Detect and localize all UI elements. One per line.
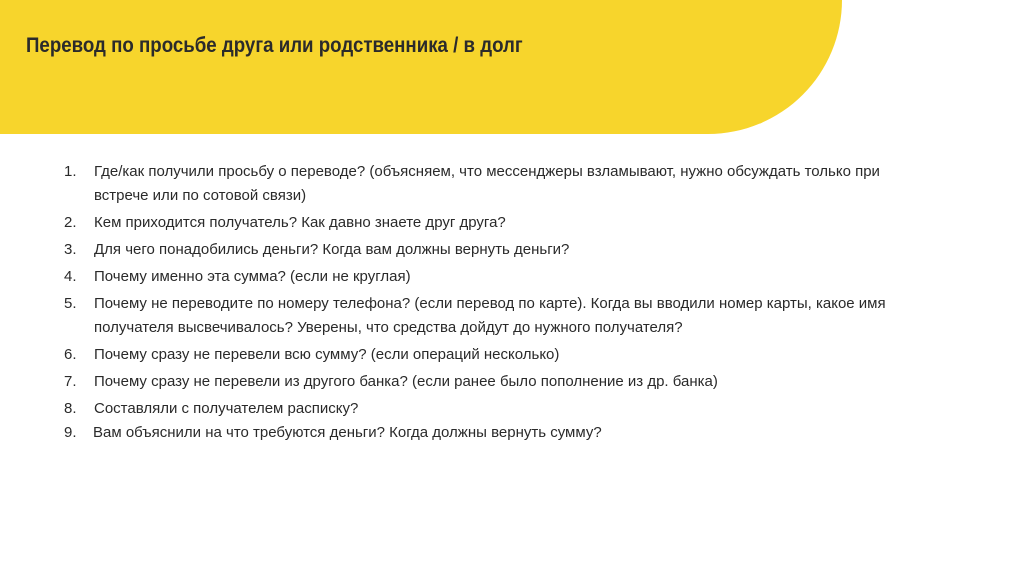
slide-title: Перевод по просьбе друга или родственника / в долг: [26, 34, 523, 57]
list-item-text: Почему сразу не перевели всю сумму? (если операций несколько): [94, 346, 560, 363]
list-item-text: Почему сразу не перевели из другого банка? (если ранее было пополнение из др. банка): [94, 373, 718, 390]
list-item-number: 8.: [64, 400, 77, 417]
question-list: [0, 160, 1024, 448]
title-banner: [0, 0, 842, 134]
list-item-number: 7.: [64, 373, 77, 390]
list-item-number: 5.: [64, 295, 77, 312]
list-item: [0, 421, 900, 445]
list-item: [0, 370, 900, 394]
list-item: [0, 211, 900, 235]
list-item-text: Почему не переводите по номеру телефона? (если перевод по карте). Когда вы вводили номер карты, какое имя получателя высвечивалось? Уверены, что средства дойдут до нужного получателя?: [94, 295, 886, 336]
list-item: [0, 238, 900, 262]
list-item-text: Составляли с получателем расписку?: [94, 400, 359, 417]
list-item-number: 4.: [64, 268, 77, 285]
list-item: [0, 265, 900, 289]
list-item: [0, 160, 900, 208]
list-item-number: 6.: [64, 346, 77, 363]
list-item-number: 1.: [64, 163, 77, 180]
list-item-text: Для чего понадобились деньги? Когда вам должны вернуть деньги?: [94, 241, 570, 258]
list-item-number: 3.: [64, 241, 77, 258]
list-item-number: 2.: [64, 214, 77, 231]
list-item-text: Кем приходится получатель? Как давно знаете друг друга?: [94, 214, 506, 231]
list-item-text: Где/как получили просьбу о переводе? (объясняем, что мессенджеры взламывают, нужно обсуждать только при встрече или по сотовой связи): [94, 163, 880, 204]
list-item: [0, 292, 900, 340]
list-item: [0, 397, 900, 421]
list-item: [0, 343, 900, 367]
list-item-text: Вам объяснили на что требуются деньги? Когда должны вернуть сумму?: [93, 424, 602, 441]
list-item-number: 9.: [64, 424, 77, 441]
list-item-text: Почему именно эта сумма? (если не круглая): [94, 268, 411, 285]
